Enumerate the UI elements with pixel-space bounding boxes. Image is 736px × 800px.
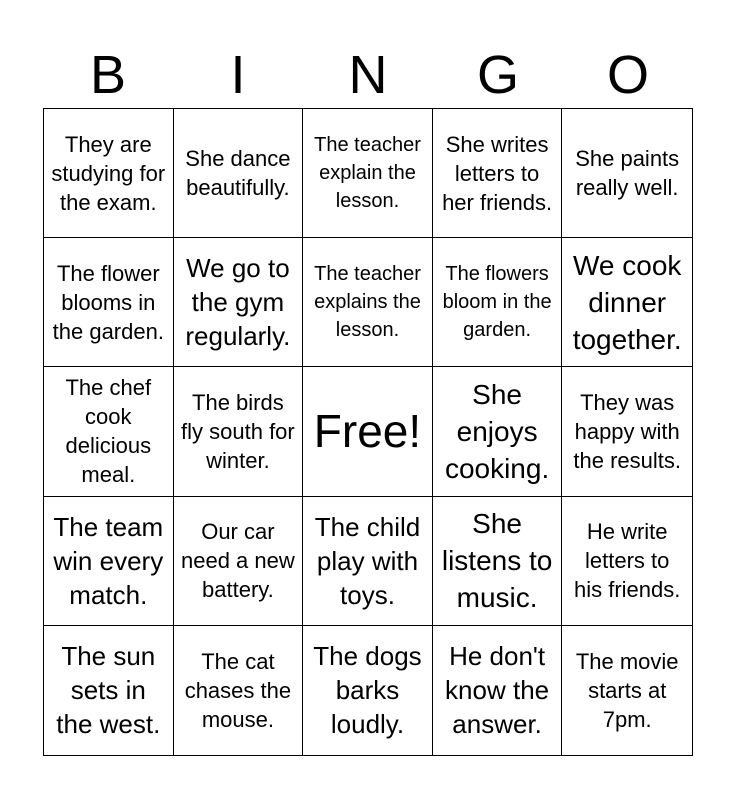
bingo-cell[interactable] (174, 626, 304, 755)
cell-text: She listens to music. (441, 508, 553, 614)
header-letter-g: G (476, 45, 519, 105)
cell-text: The chef cook delicious meal. (65, 375, 152, 488)
bingo-cell[interactable] (303, 109, 433, 238)
cell-text: We cook dinner together. (572, 249, 682, 355)
bingo-cell[interactable] (433, 238, 563, 367)
bingo-cell[interactable] (562, 626, 692, 755)
cell-text: She writes letters to her friends. (442, 131, 553, 215)
cell-text: He write letters to his friends. (574, 519, 681, 603)
cell-text: He don't know the answer. (445, 641, 550, 740)
bingo-cell[interactable] (174, 109, 304, 238)
cell-text: The cat chases the mouse. (184, 648, 292, 732)
bingo-header (43, 42, 693, 108)
cell-text: The teacher explain the lesson. (314, 134, 421, 213)
bingo-cell[interactable] (44, 367, 174, 496)
cell-text: The flower blooms in the garden. (52, 260, 164, 344)
header-letter-n: N (348, 45, 388, 105)
cell-text: The teacher explains the lesson. (314, 263, 421, 342)
cell-text: The birds fly south for winter. (181, 389, 295, 473)
cell-text: They was happy with the results. (573, 389, 681, 473)
bingo-cell[interactable] (44, 109, 174, 238)
bingo-cell[interactable] (174, 238, 304, 367)
bingo-cell[interactable] (433, 109, 563, 238)
cell-text: The dogs barks loudly. (313, 641, 422, 740)
cell-text: The team win every match. (53, 511, 164, 610)
cell-text: She paints really well. (575, 146, 680, 201)
bingo-cell[interactable] (303, 238, 433, 367)
bingo-cell[interactable] (562, 367, 692, 496)
bingo-cell[interactable] (44, 497, 174, 626)
free-space-cell[interactable] (303, 367, 433, 496)
cell-text: The flowers bloom in the garden. (442, 263, 552, 342)
header-letter-i: I (230, 45, 246, 105)
bingo-cell[interactable] (562, 109, 692, 238)
bingo-cell[interactable] (303, 497, 433, 626)
bingo-cell[interactable] (44, 238, 174, 367)
bingo-cell[interactable] (303, 626, 433, 755)
bingo-cell[interactable] (174, 367, 304, 496)
cell-text: They are studying for the exam. (51, 131, 166, 215)
bingo-cell[interactable] (433, 367, 563, 496)
bingo-board (43, 108, 693, 756)
bingo-cell[interactable] (44, 626, 174, 755)
cell-text: The movie starts at 7pm. (575, 648, 679, 732)
header-letter-o: O (606, 45, 649, 105)
bingo-cell[interactable] (562, 238, 692, 367)
bingo-cell[interactable] (433, 626, 563, 755)
cell-text: We go to the gym regularly. (185, 253, 291, 352)
cell-text: The sun sets in the west. (56, 641, 161, 740)
cell-text: She enjoys cooking. (444, 378, 550, 484)
cell-text: She dance beautifully. (185, 146, 291, 201)
bingo-cell[interactable] (174, 497, 304, 626)
free-space-text: Free! (313, 405, 422, 458)
cell-text: The child play with toys. (314, 511, 421, 610)
bingo-cell[interactable] (562, 497, 692, 626)
cell-text: Our car need a new battery. (181, 519, 295, 603)
header-letter-b: B (89, 45, 127, 105)
bingo-cell[interactable] (433, 497, 563, 626)
